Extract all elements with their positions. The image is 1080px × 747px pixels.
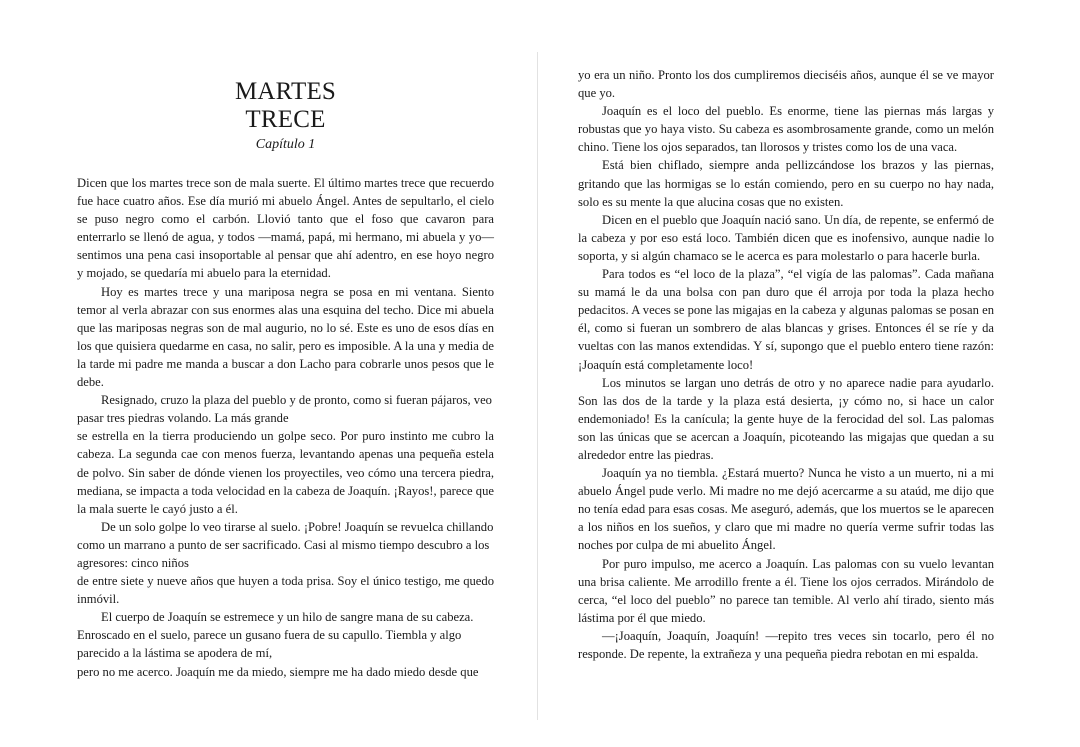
paragraph: yo era un niño. Pronto los dos cumpliremos dieciséis años, aunque él se ve mayor que yo. <box>578 68 994 101</box>
left-page <box>77 0 494 681</box>
paragraph: pero no me acerco. Joaquín me da miedo, siempre me ha dado miedo desde que <box>77 664 479 679</box>
chapter-label: Capítulo 1 <box>255 137 316 152</box>
paragraph: Hoy es martes trece y una mariposa negra se posa en mi ventana. Siento temor al verla abrazar con sus enormes alas una esquina del techo. Dice mi abuela que las mariposas negras son de mal augurio, no lo sé. Este es uno de esos días en los que quisiera quedarme en casa, no salir, pero es imposible. A la una y media de la tarde mi padre me manda a buscar a don Lacho para cobrarle unos pesos que le debe. <box>77 284 494 390</box>
paragraph: Dicen en el pueblo que Joaquín nació sano. Un día, de repente, se enfermó de la cabeza y por eso está loco. También dicen que es inofensivo, aunque nadie lo soporta, y si algún chamaco se le acerca es para molestarlo o para hacerle burla. <box>578 212 994 263</box>
paragraph: Está bien chiflado, siempre anda pellizcándose los brazos y las piernas, gritando que las hormigas se lo están comiendo, pero en su cuerpo no hay nada, solo es su mente la que alucina cosas que no existen. <box>578 158 994 209</box>
chapter-heading <box>77 0 494 174</box>
title-line-2: TRECE <box>245 106 326 133</box>
paragraph: se estrella en la tierra produciendo un golpe seco. Por puro instinto me cubro la cabeza. La segunda cae con menos fuerza, levantando apenas una pequeña estela de polvo. Sin saber de dónde vienen los proyectiles, veo cómo una tercera piedra, mediana, se impacta a toda velocidad en la cabeza de Joaquín. ¡Rayos!, parece que la mala suerte le cayó justo a él. <box>77 429 494 516</box>
paragraph: Joaquín ya no tiembla. ¿Estará muerto? Nunca he visto a un muerto, ni a mi abuelo Ángel pude verlo. Mi madre no me dejó acercarme a su ataúd, me dijo que no tenía edad para esas cosas. Me aseguró, además, que los muertos se le aparecen a los niños en los sueños, y claro que mi madre no quería verme sufrir todas las noches por culpa de mi abuelito Ángel. <box>578 466 994 553</box>
page-gutter-divider <box>537 52 538 720</box>
paragraph: Los minutos se largan uno detrás de otro y no aparece nadie para ayudarlo. Son las dos de la tarde y la plaza está desierta, ¡y cómo no, si hace un calor endemoniado! Es la canícula; la gente huye de la ferocidad del sol. Las palomas son las únicas que se acercan a Joaquín, picoteando las migajas que quedan a su alrededor entre las piedras. <box>578 375 994 462</box>
paragraph: —¡Joaquín, Joaquín, Joaquín! —repito tres veces sin tocarlo, pero él no responde. De repente, la extrañeza y una pequeña piedra rebotan en mi espalda. <box>578 628 994 661</box>
paragraph: De un solo golpe lo veo tirarse al suelo. ¡Pobre! Joaquín se revuelca chillando como un marrano a punto de ser sacrificado. Casi al mismo tiempo descubro a los agresores: cinco niños <box>77 519 494 570</box>
paragraph: Joaquín es el loco del pueblo. Es enorme, tiene las piernas más largas y robustas que yo haya visto. Su cabeza es asombrosamente grande, como un melón chino. Tiene los ojos separados, tan llorosos y tristes como los de una vaca. <box>578 104 994 155</box>
paragraph: Dicen que los martes trece son de mala suerte. El último martes trece que recuerdo fue hace cuatro años. Ese día murió mi abuelo Ángel. Antes de sepultarlo, el cielo se puso negro como el carbón. Llovió tanto que el foso que cavaron para enterrarlo se llenó de agua, y todos —mamá, papá, mi hermano, mi abuela y yo— sentimos una pena casi insoportable al pensar que ahí adentro, en ese hoyo negro y mojado, se quedaría mi abuelo para la eternidad. <box>77 176 494 281</box>
paragraph: El cuerpo de Joaquín se estremece y un hilo de sangre mana de su cabeza. Enroscado en el suelo, parece un gusano fuera de su capullo. Tiembla y algo parecido a la lástima se apodera de mí, <box>77 610 474 661</box>
paragraph: de entre siete y nueve años que huyen a toda prisa. Soy el único testigo, me quedo inmóvil. <box>77 574 494 607</box>
title-line-1: MARTES <box>234 78 337 105</box>
right-page <box>578 66 994 663</box>
paragraph: Resignado, cruzo la plaza del pueblo y de pronto, como si fueran pájaros, veo pasar tres piedras volando. La más grande <box>77 393 492 426</box>
paragraph: Por puro impulso, me acerco a Joaquín. Las palomas con su vuelo levantan una brisa caliente. Me arrodillo frente a él. Tiene los ojos cerrados. Mirándolo de cerca, “el loco del pueblo” no parece tan temible. Al verlo ahí tirado, siento más lástima por él que miedo. <box>578 556 994 625</box>
paragraph: Para todos es “el loco de la plaza”, “el vigía de las palomas”. Cada mañana su mamá le da una bolsa con pan duro que él arroja por toda la plaza hecho pedacitos. A veces se pone las migajas en la cabeza y algunas palomas se posan en él, como si fueran un sombrero de alas blancas y grises. Entonces él se ríe y da vueltas con las manos extendidas. Y sí, supongo que el pueblo entero tiene razón: ¡Joaquín está completamente loco! <box>578 267 994 372</box>
